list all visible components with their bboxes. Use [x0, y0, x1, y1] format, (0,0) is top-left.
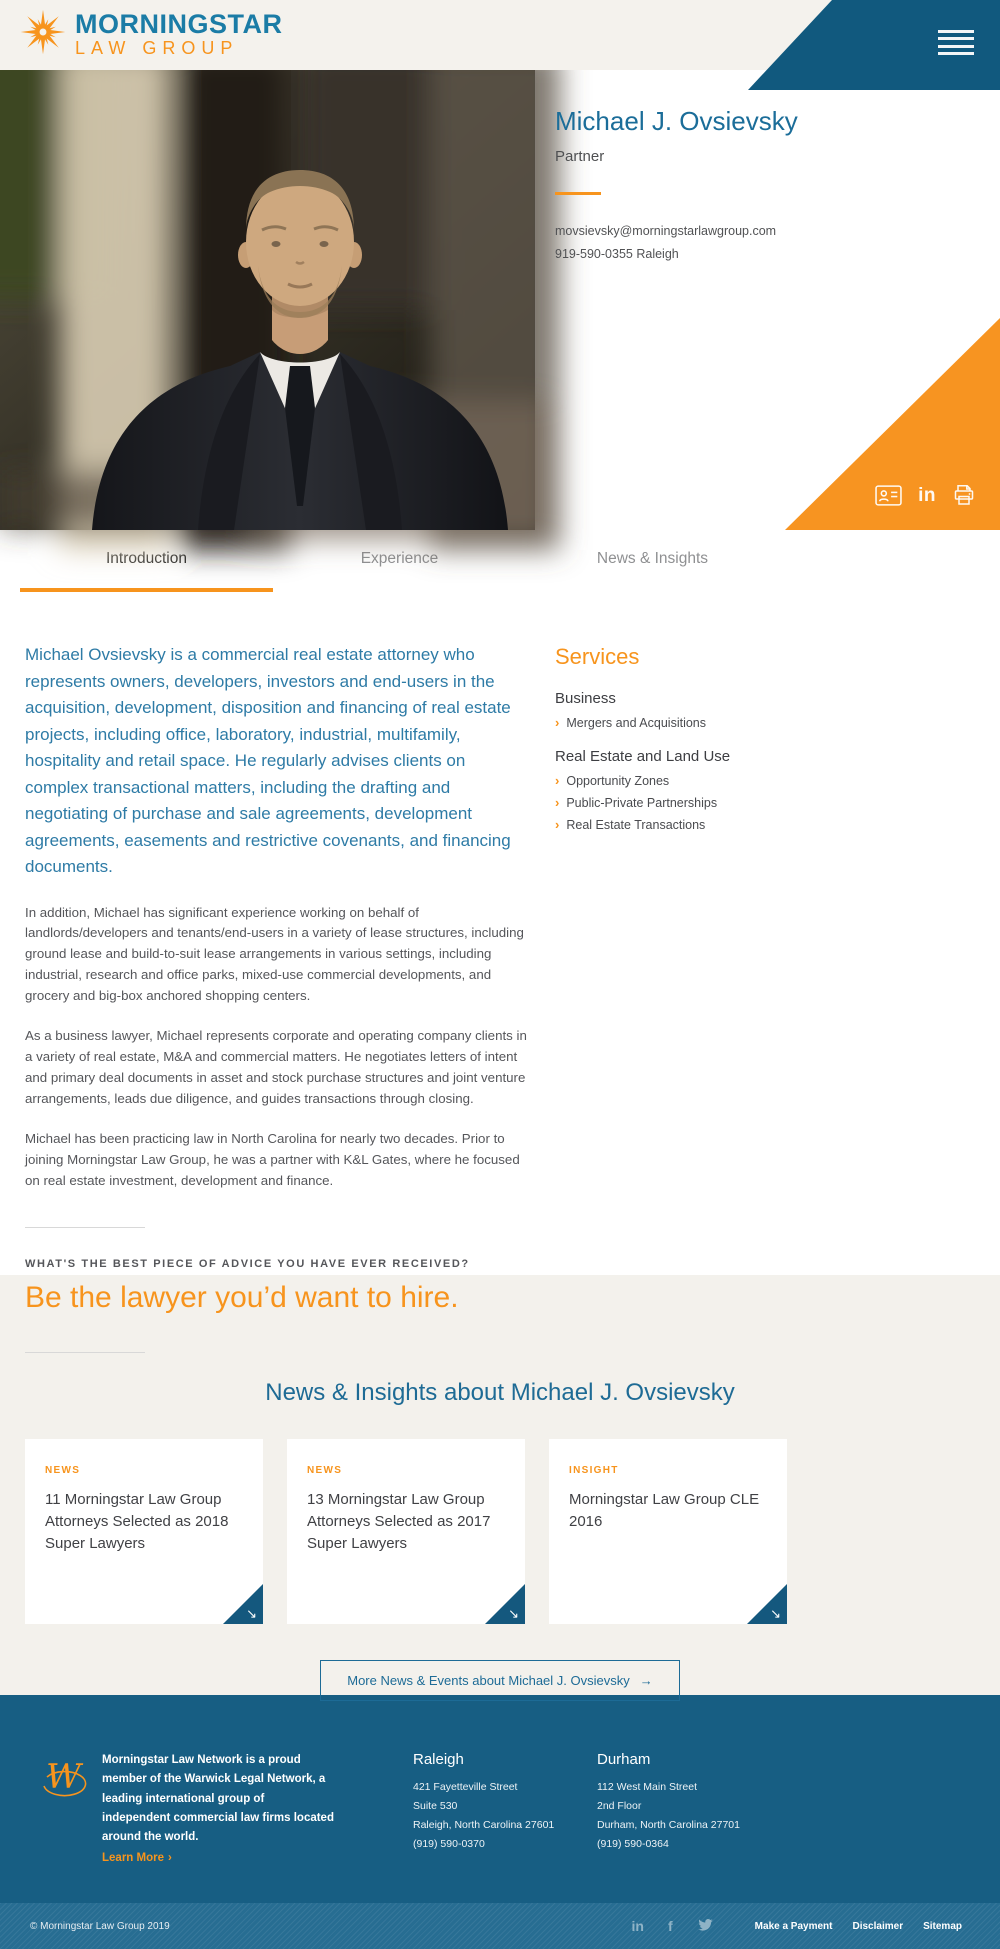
tab-news-insights[interactable]: News & Insights — [596, 550, 709, 567]
more-news-button-label: More News & Events about Michael J. Ovsievsky — [347, 1673, 630, 1688]
chevron-right-icon: › — [555, 715, 560, 730]
facebook-icon[interactable]: f — [668, 1918, 673, 1934]
office-address-line: 421 Fayetteville Street — [413, 1781, 518, 1793]
make-a-payment-link[interactable]: Make a Payment — [754, 1920, 833, 1932]
office-durham — [597, 1751, 751, 1903]
introduction-section — [0, 600, 1000, 1315]
attorney-hero — [0, 70, 1000, 530]
card-category-badge: NEWS — [307, 1465, 343, 1476]
service-group-name: Real Estate and Land Use — [555, 748, 731, 765]
linkedin-icon[interactable]: in — [918, 484, 936, 506]
attorney-portrait-photo — [0, 70, 535, 530]
attorney-name: Michael J. Ovsievsky — [555, 106, 798, 136]
starburst-logo-icon — [20, 9, 66, 60]
card-title: 13 Morningstar Law Group Attorneys Selected as 2017 Super Lawyers — [307, 1491, 491, 1552]
qa-quote: Be the lawyer you’d want to hire. — [25, 1281, 459, 1315]
office-address-line: Durham, North Carolina 27701 — [597, 1818, 740, 1831]
network-description: Morningstar Law Network is a proud member of the Warwick Legal Network, a leading international group of independent commercial law firms located around the world. — [102, 1754, 334, 1844]
service-link-label: Mergers and Acquisitions — [566, 716, 706, 730]
card-title: Morningstar Law Group CLE 2016 — [569, 1491, 760, 1530]
office-address-line: 112 West Main Street — [597, 1781, 697, 1793]
arrow-down-right-icon: ↘ — [770, 1606, 781, 1621]
arrow-down-right-icon: ↘ — [246, 1606, 257, 1621]
arrow-down-right-icon: ↘ — [508, 1606, 519, 1621]
bio-paragraph: As a business lawyer, Michael represents corporate and operating company clients in a variety of real estate, M&A and commercial matters. He negotiates letters of intent and primary deal documents in asset and stock purchase structures and joint venture arrangements, leads due diligence, and guides transactions through closing. — [25, 1028, 527, 1106]
footer-bottom-bar — [0, 1903, 1000, 1949]
service-link-public-private-partnerships[interactable] — [555, 796, 955, 810]
service-link-label: Real Estate Transactions — [566, 818, 706, 832]
office-address-line: Suite 530 — [413, 1799, 458, 1812]
learn-more-link[interactable] — [102, 1852, 172, 1864]
qa-question: WHAT'S THE BEST PIECE OF ADVICE YOU HAVE EVER RECEIVED? — [25, 1258, 470, 1271]
office-phone[interactable]: (919) 590-0364 — [597, 1837, 669, 1850]
site-footer — [0, 1695, 1000, 1903]
office-address-line: Raleigh, North Carolina 27601 — [413, 1818, 555, 1831]
office-phone[interactable]: (919) 590-0370 — [413, 1837, 485, 1850]
service-group-name: Business — [555, 690, 616, 707]
service-link-mergers-and-acquisitions[interactable] — [555, 716, 955, 730]
vcard-icon[interactable] — [875, 485, 902, 506]
tab-introduction[interactable]: Introduction — [20, 530, 273, 592]
learn-more-label: Learn More — [102, 1851, 164, 1864]
office-address-line: 2nd Floor — [597, 1799, 642, 1812]
bio-lead-paragraph: Michael Ovsievsky is a commercial real estate attorney who represents owners, developers, investors and end-users in the acquisition, development, disposition and financing of real estate projects, including office, laboratory, industrial, multifamily, hospitality and retail space. He regularly advises clients on complex transactional matters, including the drafting and negotiating of purchase and sale agreements, development agreements, easements and restrictive covenants, and financing documents. — [25, 645, 511, 877]
news-insights-section — [0, 1275, 1000, 1695]
site-header — [0, 0, 1000, 70]
attorney-title: Partner — [555, 148, 605, 166]
services-sidebar — [555, 642, 955, 1275]
chevron-right-icon: › — [555, 795, 560, 810]
warwick-network-logo — [38, 1755, 88, 1903]
divider — [25, 1352, 145, 1353]
card-corner-shape — [485, 1584, 525, 1624]
tab-experience[interactable]: Experience — [360, 550, 439, 567]
card-corner-shape — [223, 1584, 263, 1624]
brand-name: MORNINGSTAR — [75, 8, 283, 39]
news-card[interactable] — [549, 1439, 787, 1624]
sitemap-link[interactable]: Sitemap — [923, 1920, 962, 1932]
office-city: Raleigh — [413, 1751, 464, 1768]
office-city: Durham — [597, 1751, 651, 1768]
news-card[interactable] — [25, 1439, 263, 1624]
phone-location: Raleigh — [636, 246, 679, 261]
card-corner-shape — [747, 1584, 787, 1624]
service-group — [555, 748, 955, 832]
chevron-right-icon: › — [555, 773, 560, 788]
disclaimer-link[interactable]: Disclaimer — [852, 1920, 904, 1932]
linkedin-icon[interactable]: in — [631, 1918, 644, 1934]
phone-number[interactable]: 919-590-0355 — [555, 246, 633, 261]
service-link-real-estate-transactions[interactable] — [555, 818, 955, 832]
service-link-label: Public-Private Partnerships — [566, 796, 718, 810]
menu-button[interactable] — [934, 21, 978, 64]
bio-paragraph: Michael has been practicing law in North Carolina for nearly two decades. Prior to joining Morningstar Law Group, he was a partner with K&L Gates, where he focused on real estate investment, development and finance. — [25, 1131, 520, 1188]
bio-paragraph: In addition, Michael has significant experience working on behalf of landlords/developers and tenants/end-users in a variety of lease structures, including ground lease and build-to-suit lease arrangements in various settings, including industrial, research and office parks, mixed-use commercial developments, and grocery and big-box anchored shopping centers. — [25, 904, 524, 1003]
service-link-label: Opportunity Zones — [566, 774, 670, 788]
copyright-text: © Morningstar Law Group 2019 — [30, 1920, 170, 1932]
svg-text:W: W — [46, 1757, 81, 1797]
chevron-right-icon: › — [555, 817, 560, 832]
office-raleigh — [413, 1751, 567, 1903]
services-heading: Services — [555, 644, 640, 669]
hamburger-icon — [938, 30, 974, 56]
accent-rule — [555, 192, 601, 195]
site-logo[interactable] — [20, 9, 283, 60]
news-card[interactable] — [287, 1439, 525, 1624]
service-group — [555, 690, 955, 730]
service-link-opportunity-zones[interactable] — [555, 774, 955, 788]
email-link[interactable]: movsievsky@morningstarlawgroup.com — [555, 224, 777, 239]
card-title: 11 Morningstar Law Group Attorneys Selected as 2018 Super Lawyers — [45, 1491, 229, 1552]
twitter-icon[interactable] — [697, 1919, 713, 1934]
card-category-badge: INSIGHT — [569, 1465, 619, 1476]
attorney-info-panel — [535, 70, 1000, 530]
news-section-heading: News & Insights about Michael J. Ovsievsky — [265, 1379, 735, 1406]
arrow-right-icon: → — [639, 1673, 653, 1688]
chevron-right-icon: › — [168, 1851, 172, 1864]
card-category-badge: NEWS — [45, 1465, 81, 1476]
more-news-button[interactable] — [320, 1660, 680, 1701]
divider — [25, 1227, 145, 1228]
brand-subtitle: LAW GROUP — [75, 37, 239, 58]
print-icon[interactable] — [952, 483, 976, 507]
